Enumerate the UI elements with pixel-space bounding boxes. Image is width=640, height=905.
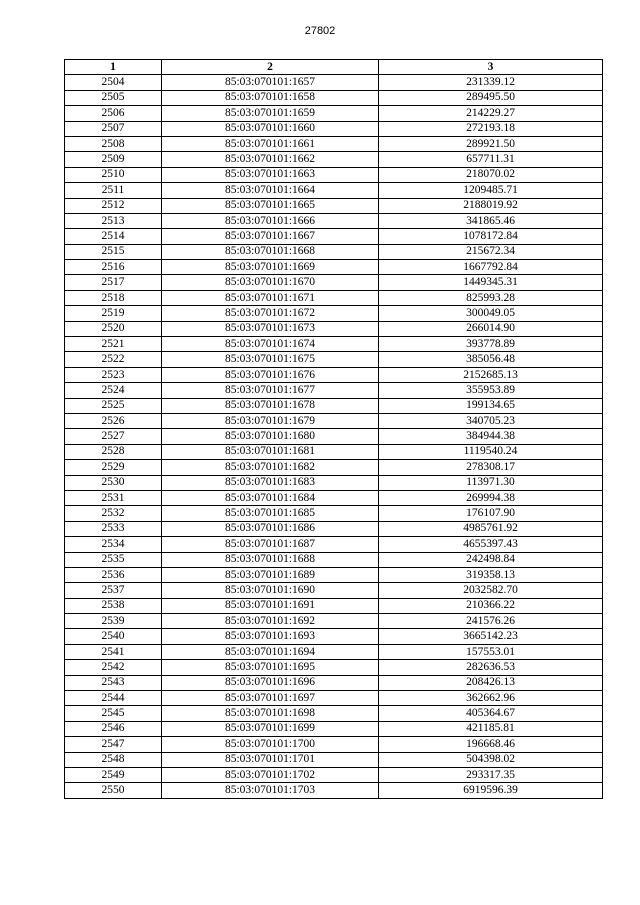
cell-value: 405364.67 xyxy=(379,706,603,721)
cell-value: 241576.26 xyxy=(379,614,603,629)
data-table xyxy=(64,59,603,799)
column-header-1: 1 xyxy=(65,60,162,75)
cell-cadastral-number: 85:03:070101:1663 xyxy=(162,167,379,182)
cell-cadastral-number: 85:03:070101:1657 xyxy=(162,75,379,90)
cell-value: 231339.12 xyxy=(379,75,603,90)
cell-row-number: 2528 xyxy=(65,444,162,459)
cell-row-number: 2547 xyxy=(65,737,162,752)
cell-cadastral-number: 85:03:070101:1659 xyxy=(162,106,379,121)
cell-value: 393778.89 xyxy=(379,337,603,352)
table-row xyxy=(65,767,603,782)
cell-row-number: 2545 xyxy=(65,706,162,721)
cell-cadastral-number: 85:03:070101:1667 xyxy=(162,229,379,244)
cell-cadastral-number: 85:03:070101:1675 xyxy=(162,352,379,367)
cell-row-number: 2504 xyxy=(65,75,162,90)
cell-cadastral-number: 85:03:070101:1687 xyxy=(162,537,379,552)
cell-cadastral-number: 85:03:070101:1701 xyxy=(162,752,379,767)
cell-cadastral-number: 85:03:070101:1685 xyxy=(162,506,379,521)
cell-row-number: 2540 xyxy=(65,629,162,644)
cell-row-number: 2515 xyxy=(65,244,162,259)
table-row xyxy=(65,475,603,490)
cell-cadastral-number: 85:03:070101:1693 xyxy=(162,629,379,644)
cell-cadastral-number: 85:03:070101:1668 xyxy=(162,244,379,259)
cell-row-number: 2549 xyxy=(65,767,162,782)
cell-value: 214229.27 xyxy=(379,106,603,121)
cell-value: 504398.02 xyxy=(379,752,603,767)
cell-row-number: 2517 xyxy=(65,275,162,290)
cell-value: 1449345.31 xyxy=(379,275,603,290)
cell-value: 1078172.84 xyxy=(379,229,603,244)
table-row xyxy=(65,552,603,567)
table-row xyxy=(65,660,603,675)
cell-value: 218070.02 xyxy=(379,167,603,182)
table-row xyxy=(65,260,603,275)
cell-value: 2032582.70 xyxy=(379,583,603,598)
cell-row-number: 2505 xyxy=(65,90,162,105)
table-row xyxy=(65,306,603,321)
page-number: 27802 xyxy=(304,25,336,37)
table-body xyxy=(65,75,603,798)
cell-value: 293317.35 xyxy=(379,767,603,782)
cell-value: 196668.46 xyxy=(379,737,603,752)
cell-value: 2152685.13 xyxy=(379,367,603,382)
table-row xyxy=(65,383,603,398)
cell-cadastral-number: 85:03:070101:1673 xyxy=(162,321,379,336)
table-row xyxy=(65,537,603,552)
cell-value: 289921.50 xyxy=(379,136,603,151)
table-row xyxy=(65,706,603,721)
cell-cadastral-number: 85:03:070101:1700 xyxy=(162,737,379,752)
table-row xyxy=(65,644,603,659)
cell-cadastral-number: 85:03:070101:1672 xyxy=(162,306,379,321)
cell-cadastral-number: 85:03:070101:1682 xyxy=(162,460,379,475)
cell-row-number: 2513 xyxy=(65,213,162,228)
cell-value: 825993.28 xyxy=(379,290,603,305)
table-row xyxy=(65,75,603,90)
cell-cadastral-number: 85:03:070101:1677 xyxy=(162,383,379,398)
cell-value: 1119540.24 xyxy=(379,444,603,459)
cell-value: 289495.50 xyxy=(379,90,603,105)
cell-row-number: 2538 xyxy=(65,598,162,613)
cell-row-number: 2527 xyxy=(65,429,162,444)
cell-cadastral-number: 85:03:070101:1699 xyxy=(162,721,379,736)
cell-row-number: 2521 xyxy=(65,337,162,352)
cell-value: 266014.90 xyxy=(379,321,603,336)
cell-row-number: 2520 xyxy=(65,321,162,336)
cell-row-number: 2511 xyxy=(65,183,162,198)
cell-row-number: 2525 xyxy=(65,398,162,413)
table-row xyxy=(65,90,603,105)
table-row xyxy=(65,675,603,690)
cell-cadastral-number: 85:03:070101:1660 xyxy=(162,121,379,136)
cell-value: 215672.34 xyxy=(379,244,603,259)
cell-row-number: 2526 xyxy=(65,413,162,428)
table-row xyxy=(65,583,603,598)
cell-value: 355953.89 xyxy=(379,383,603,398)
cell-cadastral-number: 85:03:070101:1691 xyxy=(162,598,379,613)
cell-cadastral-number: 85:03:070101:1658 xyxy=(162,90,379,105)
table-row xyxy=(65,106,603,121)
column-header-3: 3 xyxy=(379,60,603,75)
table-row xyxy=(65,198,603,213)
cell-value: 2188019.92 xyxy=(379,198,603,213)
cell-cadastral-number: 85:03:070101:1692 xyxy=(162,614,379,629)
cell-cadastral-number: 85:03:070101:1703 xyxy=(162,783,379,798)
cell-row-number: 2537 xyxy=(65,583,162,598)
cell-row-number: 2542 xyxy=(65,660,162,675)
cell-row-number: 2533 xyxy=(65,521,162,536)
table-row xyxy=(65,752,603,767)
table-row xyxy=(65,275,603,290)
cell-row-number: 2516 xyxy=(65,260,162,275)
table-row xyxy=(65,398,603,413)
cell-row-number: 2530 xyxy=(65,475,162,490)
cell-cadastral-number: 85:03:070101:1686 xyxy=(162,521,379,536)
table-row xyxy=(65,598,603,613)
table-row xyxy=(65,444,603,459)
cell-row-number: 2523 xyxy=(65,367,162,382)
cell-value: 300049.05 xyxy=(379,306,603,321)
table-row xyxy=(65,691,603,706)
cell-row-number: 2546 xyxy=(65,721,162,736)
cell-row-number: 2536 xyxy=(65,567,162,582)
cell-cadastral-number: 85:03:070101:1662 xyxy=(162,152,379,167)
cell-value: 3665142.23 xyxy=(379,629,603,644)
cell-row-number: 2522 xyxy=(65,352,162,367)
cell-value: 199134.65 xyxy=(379,398,603,413)
table-header-row xyxy=(65,60,603,75)
cell-cadastral-number: 85:03:070101:1696 xyxy=(162,675,379,690)
cell-cadastral-number: 85:03:070101:1669 xyxy=(162,260,379,275)
cell-row-number: 2518 xyxy=(65,290,162,305)
table-row xyxy=(65,136,603,151)
cell-cadastral-number: 85:03:070101:1702 xyxy=(162,767,379,782)
cell-value: 210366.22 xyxy=(379,598,603,613)
table-row xyxy=(65,337,603,352)
cell-cadastral-number: 85:03:070101:1698 xyxy=(162,706,379,721)
cell-row-number: 2543 xyxy=(65,675,162,690)
cell-value: 1209485.71 xyxy=(379,183,603,198)
table-row xyxy=(65,506,603,521)
cell-value: 157553.01 xyxy=(379,644,603,659)
cell-cadastral-number: 85:03:070101:1681 xyxy=(162,444,379,459)
cell-row-number: 2544 xyxy=(65,691,162,706)
cell-cadastral-number: 85:03:070101:1671 xyxy=(162,290,379,305)
table-row xyxy=(65,629,603,644)
cell-row-number: 2519 xyxy=(65,306,162,321)
table-row xyxy=(65,737,603,752)
table-row xyxy=(65,367,603,382)
cell-value: 269994.38 xyxy=(379,490,603,505)
cell-row-number: 2509 xyxy=(65,152,162,167)
cell-value: 272193.18 xyxy=(379,121,603,136)
table-row xyxy=(65,567,603,582)
cell-cadastral-number: 85:03:070101:1661 xyxy=(162,136,379,151)
cell-row-number: 2524 xyxy=(65,383,162,398)
cell-cadastral-number: 85:03:070101:1683 xyxy=(162,475,379,490)
table-row xyxy=(65,429,603,444)
cell-row-number: 2539 xyxy=(65,614,162,629)
cell-cadastral-number: 85:03:070101:1697 xyxy=(162,691,379,706)
cell-value: 657711.31 xyxy=(379,152,603,167)
cell-row-number: 2548 xyxy=(65,752,162,767)
cell-cadastral-number: 85:03:070101:1679 xyxy=(162,413,379,428)
cell-cadastral-number: 85:03:070101:1674 xyxy=(162,337,379,352)
cell-cadastral-number: 85:03:070101:1689 xyxy=(162,567,379,582)
table-header xyxy=(65,60,603,75)
cell-row-number: 2531 xyxy=(65,490,162,505)
table-row xyxy=(65,783,603,798)
cell-cadastral-number: 85:03:070101:1666 xyxy=(162,213,379,228)
table-row xyxy=(65,321,603,336)
cell-value: 1667792.84 xyxy=(379,260,603,275)
cell-cadastral-number: 85:03:070101:1688 xyxy=(162,552,379,567)
table-row xyxy=(65,152,603,167)
cell-row-number: 2541 xyxy=(65,644,162,659)
table-row xyxy=(65,229,603,244)
cell-value: 362662.96 xyxy=(379,691,603,706)
table-row xyxy=(65,614,603,629)
cell-value: 341865.46 xyxy=(379,213,603,228)
cell-cadastral-number: 85:03:070101:1690 xyxy=(162,583,379,598)
cell-value: 278308.17 xyxy=(379,460,603,475)
cell-value: 208426.13 xyxy=(379,675,603,690)
cell-row-number: 2508 xyxy=(65,136,162,151)
cell-cadastral-number: 85:03:070101:1665 xyxy=(162,198,379,213)
table-row xyxy=(65,413,603,428)
table-row xyxy=(65,721,603,736)
cell-value: 176107.90 xyxy=(379,506,603,521)
cell-cadastral-number: 85:03:070101:1676 xyxy=(162,367,379,382)
table-row xyxy=(65,352,603,367)
cell-cadastral-number: 85:03:070101:1680 xyxy=(162,429,379,444)
table-row xyxy=(65,460,603,475)
cell-value: 282636.53 xyxy=(379,660,603,675)
cell-row-number: 2512 xyxy=(65,198,162,213)
column-header-2: 2 xyxy=(162,60,379,75)
cell-cadastral-number: 85:03:070101:1684 xyxy=(162,490,379,505)
cell-value: 319358.13 xyxy=(379,567,603,582)
cell-value: 242498.84 xyxy=(379,552,603,567)
cell-value: 385056.48 xyxy=(379,352,603,367)
table-row xyxy=(65,121,603,136)
cell-value: 384944.38 xyxy=(379,429,603,444)
table-row xyxy=(65,490,603,505)
table-row xyxy=(65,183,603,198)
cell-cadastral-number: 85:03:070101:1670 xyxy=(162,275,379,290)
cell-value: 340705.23 xyxy=(379,413,603,428)
cell-row-number: 2532 xyxy=(65,506,162,521)
cell-row-number: 2535 xyxy=(65,552,162,567)
cell-value: 6919596.39 xyxy=(379,783,603,798)
cell-row-number: 2534 xyxy=(65,537,162,552)
table-row xyxy=(65,244,603,259)
cell-row-number: 2514 xyxy=(65,229,162,244)
cell-cadastral-number: 85:03:070101:1695 xyxy=(162,660,379,675)
cell-value: 4985761.92 xyxy=(379,521,603,536)
cell-value: 421185.81 xyxy=(379,721,603,736)
cell-row-number: 2550 xyxy=(65,783,162,798)
cell-row-number: 2507 xyxy=(65,121,162,136)
cell-row-number: 2529 xyxy=(65,460,162,475)
table-row xyxy=(65,521,603,536)
cell-cadastral-number: 85:03:070101:1694 xyxy=(162,644,379,659)
table-row xyxy=(65,213,603,228)
cell-row-number: 2510 xyxy=(65,167,162,182)
cell-cadastral-number: 85:03:070101:1664 xyxy=(162,183,379,198)
cell-value: 113971.30 xyxy=(379,475,603,490)
cell-cadastral-number: 85:03:070101:1678 xyxy=(162,398,379,413)
cell-value: 4655397.43 xyxy=(379,537,603,552)
table-row xyxy=(65,167,603,182)
cell-row-number: 2506 xyxy=(65,106,162,121)
table-row xyxy=(65,290,603,305)
